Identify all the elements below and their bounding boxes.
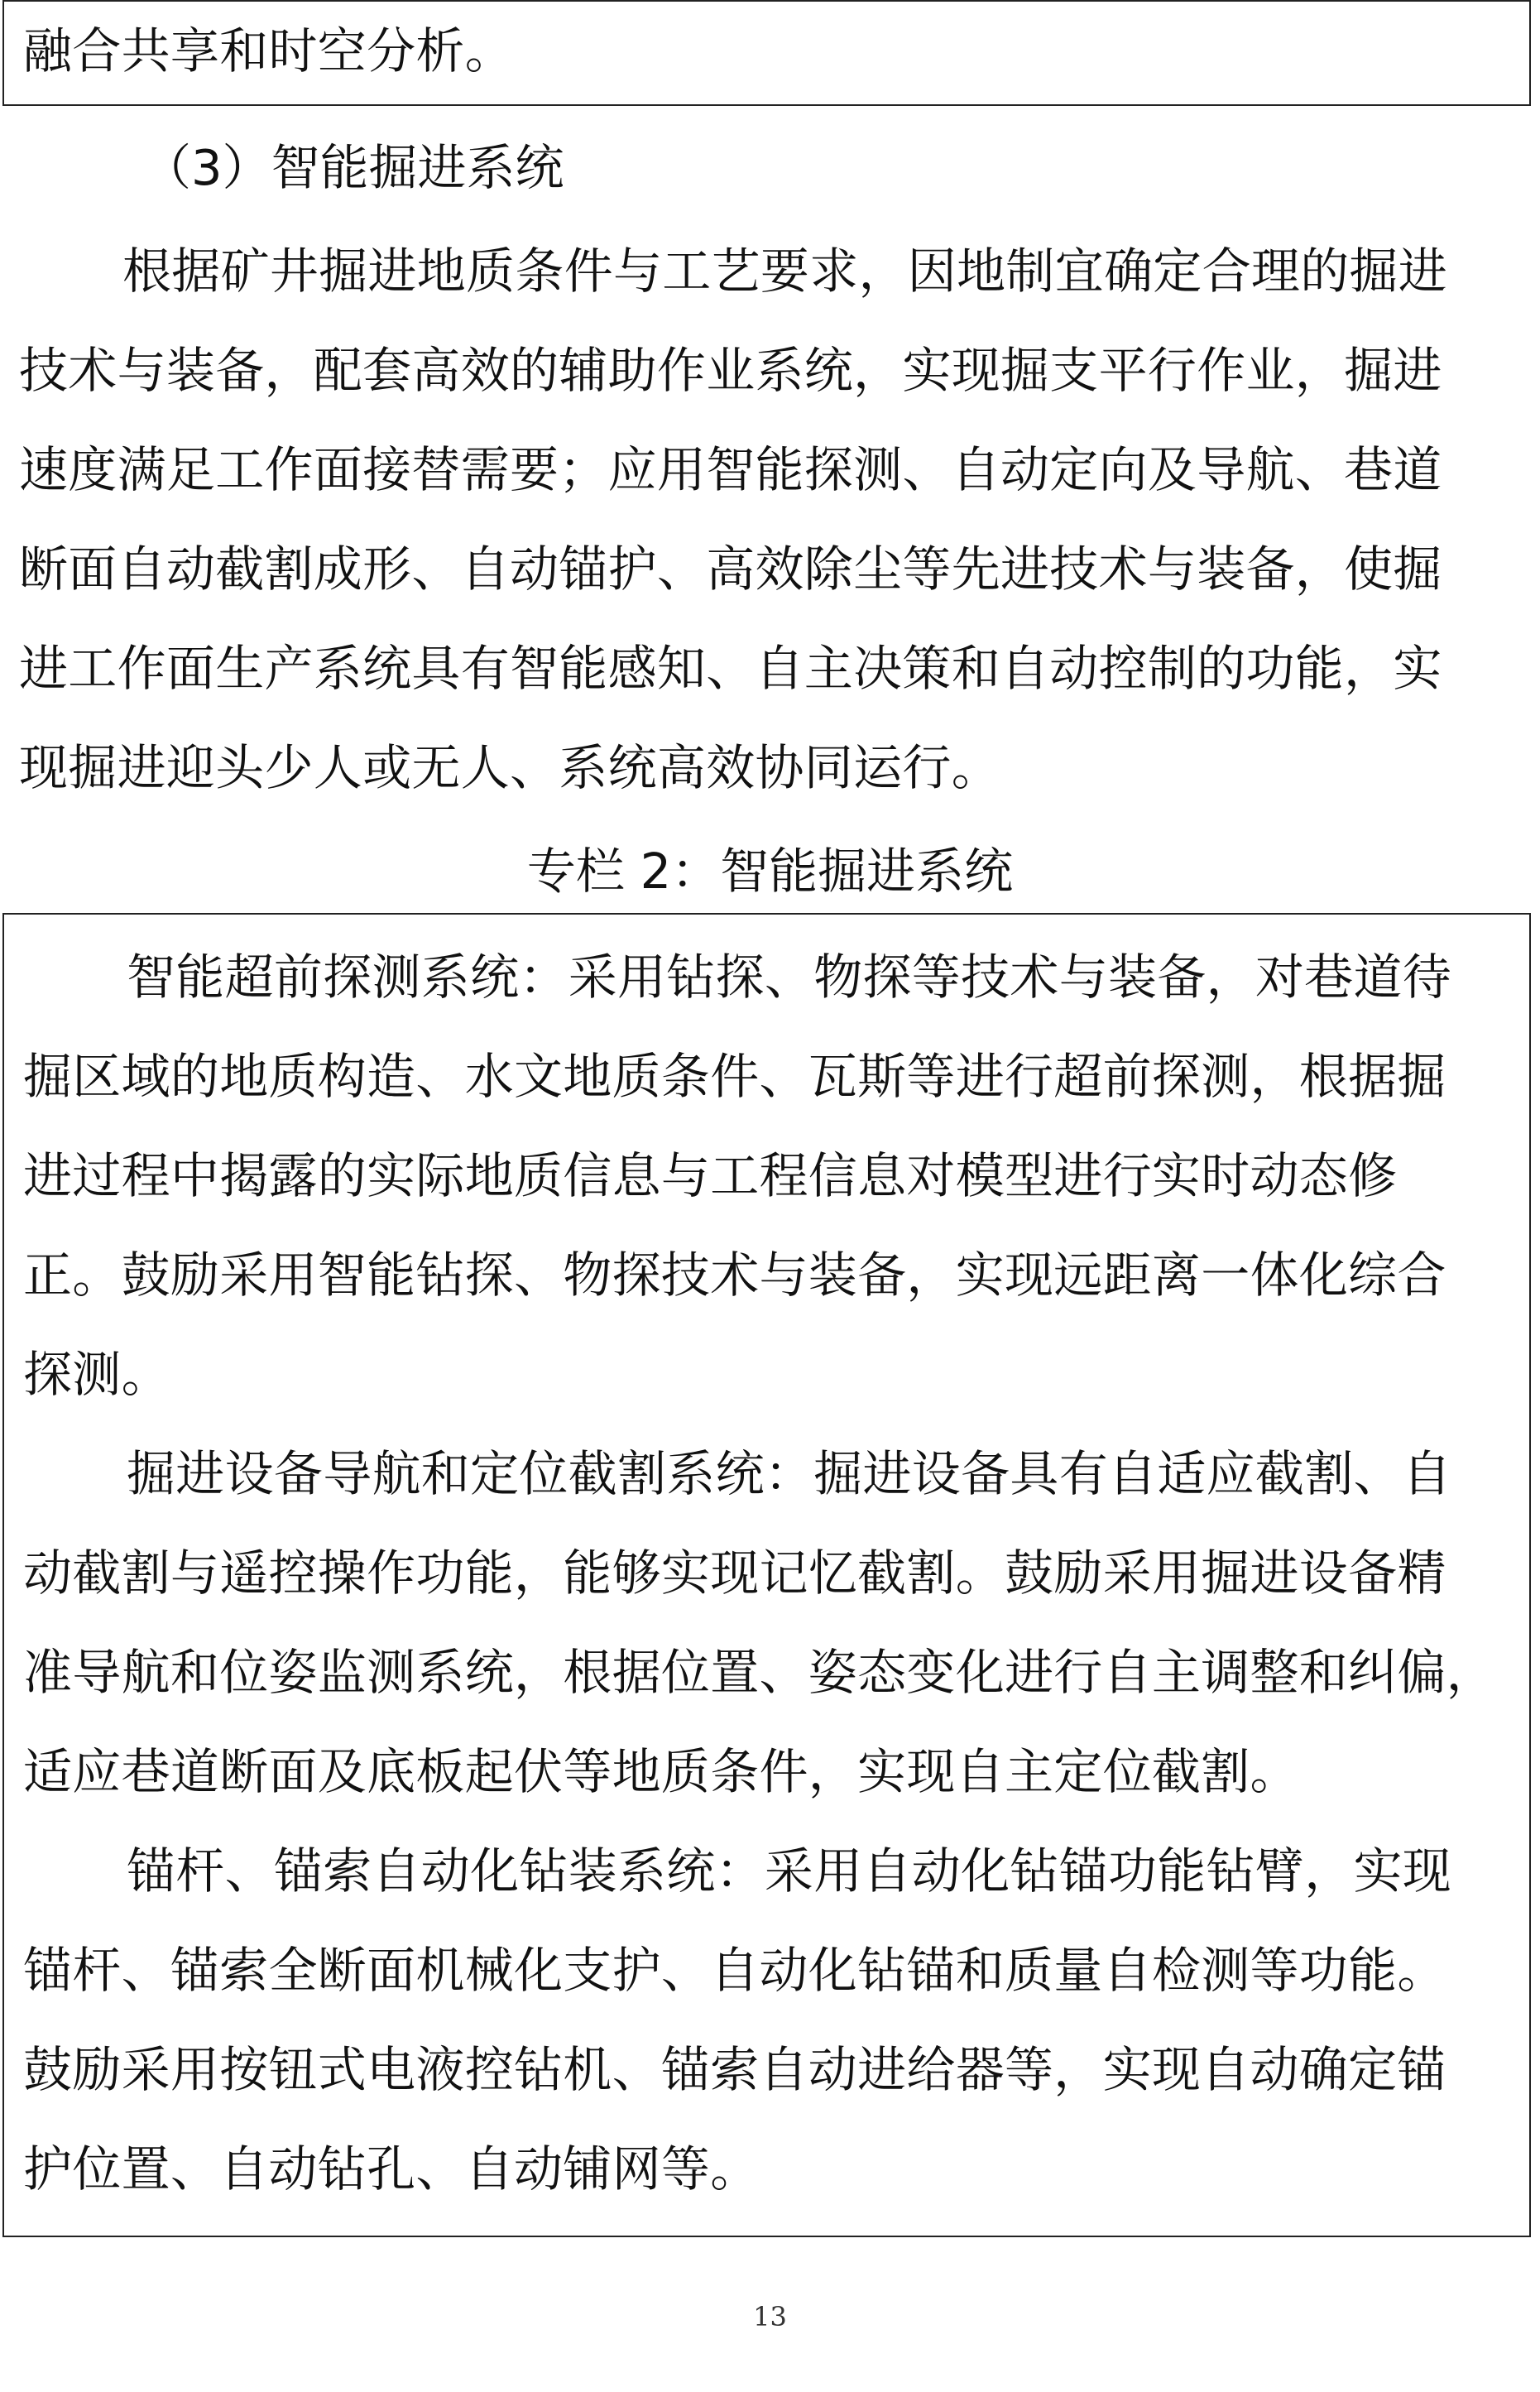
column-line: 探测。	[23, 1346, 170, 1403]
section-heading: （3）智能掘进系统	[142, 139, 564, 196]
column-line: 护位置、自动钻孔、自动铺网等。	[23, 2140, 760, 2197]
page-number: 13	[753, 2301, 787, 2332]
column-line: 锚杆、锚索自动化钻装系统：采用自动化钻锚功能钻臂，实现	[127, 1842, 1452, 1900]
paragraph-line: 速度满足工作面接替需要；应用智能探测、自动定向及导航、巷道	[19, 441, 1442, 498]
paragraph-line: 断面自动截割成形、自动锚护、高效除尘等先进技术与装备，使掘	[19, 540, 1442, 598]
column-line: 鼓励采用按钮式电液控钻机、锚索自动进给器等，实现自动确定锚	[23, 2041, 1446, 2098]
column-line: 掘区域的地质构造、水文地质条件、瓦斯等进行超前探测，根据掘	[23, 1048, 1446, 1105]
top-column-box	[2, 0, 1531, 106]
column-line: 掘进设备导航和定位截割系统：掘进设备具有自适应截割、自	[127, 1445, 1452, 1502]
column-line: 锚杆、锚索全断面机械化支护、自动化钻锚和质量自检测等功能。	[23, 1942, 1446, 1999]
column-line: 智能超前探测系统：采用钻探、物探等技术与装备，对巷道待	[127, 949, 1452, 1006]
column-line: 适应巷道断面及底板起伏等地质条件，实现自主定位截割。	[23, 1743, 1299, 1800]
top-box-line: 融合共享和时空分析。	[23, 22, 514, 79]
column-line: 准导航和位姿监测系统，根据位置、姿态变化进行自主调整和纠偏，	[23, 1644, 1496, 1701]
column-line: 正。鼓励采用智能钻探、物探技术与装备，实现远距离一体化综合	[23, 1246, 1446, 1304]
paragraph-line: 现掘进迎头少人或无人、系统高效协同运行。	[19, 739, 1000, 796]
column-line: 动截割与遥控操作功能，能够实现记忆截割。鼓励采用掘进设备精	[23, 1544, 1446, 1602]
paragraph-line: 根据矿井掘进地质条件与工艺要求，因地制宜确定合理的掘进	[122, 243, 1448, 300]
paragraph-line: 技术与装备，配套高效的辅助作业系统，实现掘支平行作业，掘进	[19, 342, 1442, 399]
column-title: 专栏 2：智能掘进系统	[526, 843, 1014, 900]
paragraph-line: 进工作面生产系统具有智能感知、自主决策和自动控制的功能，实	[19, 640, 1442, 697]
column-box	[2, 913, 1531, 2237]
column-line: 进过程中揭露的实际地质信息与工程信息对模型进行实时动态修	[23, 1147, 1398, 1204]
